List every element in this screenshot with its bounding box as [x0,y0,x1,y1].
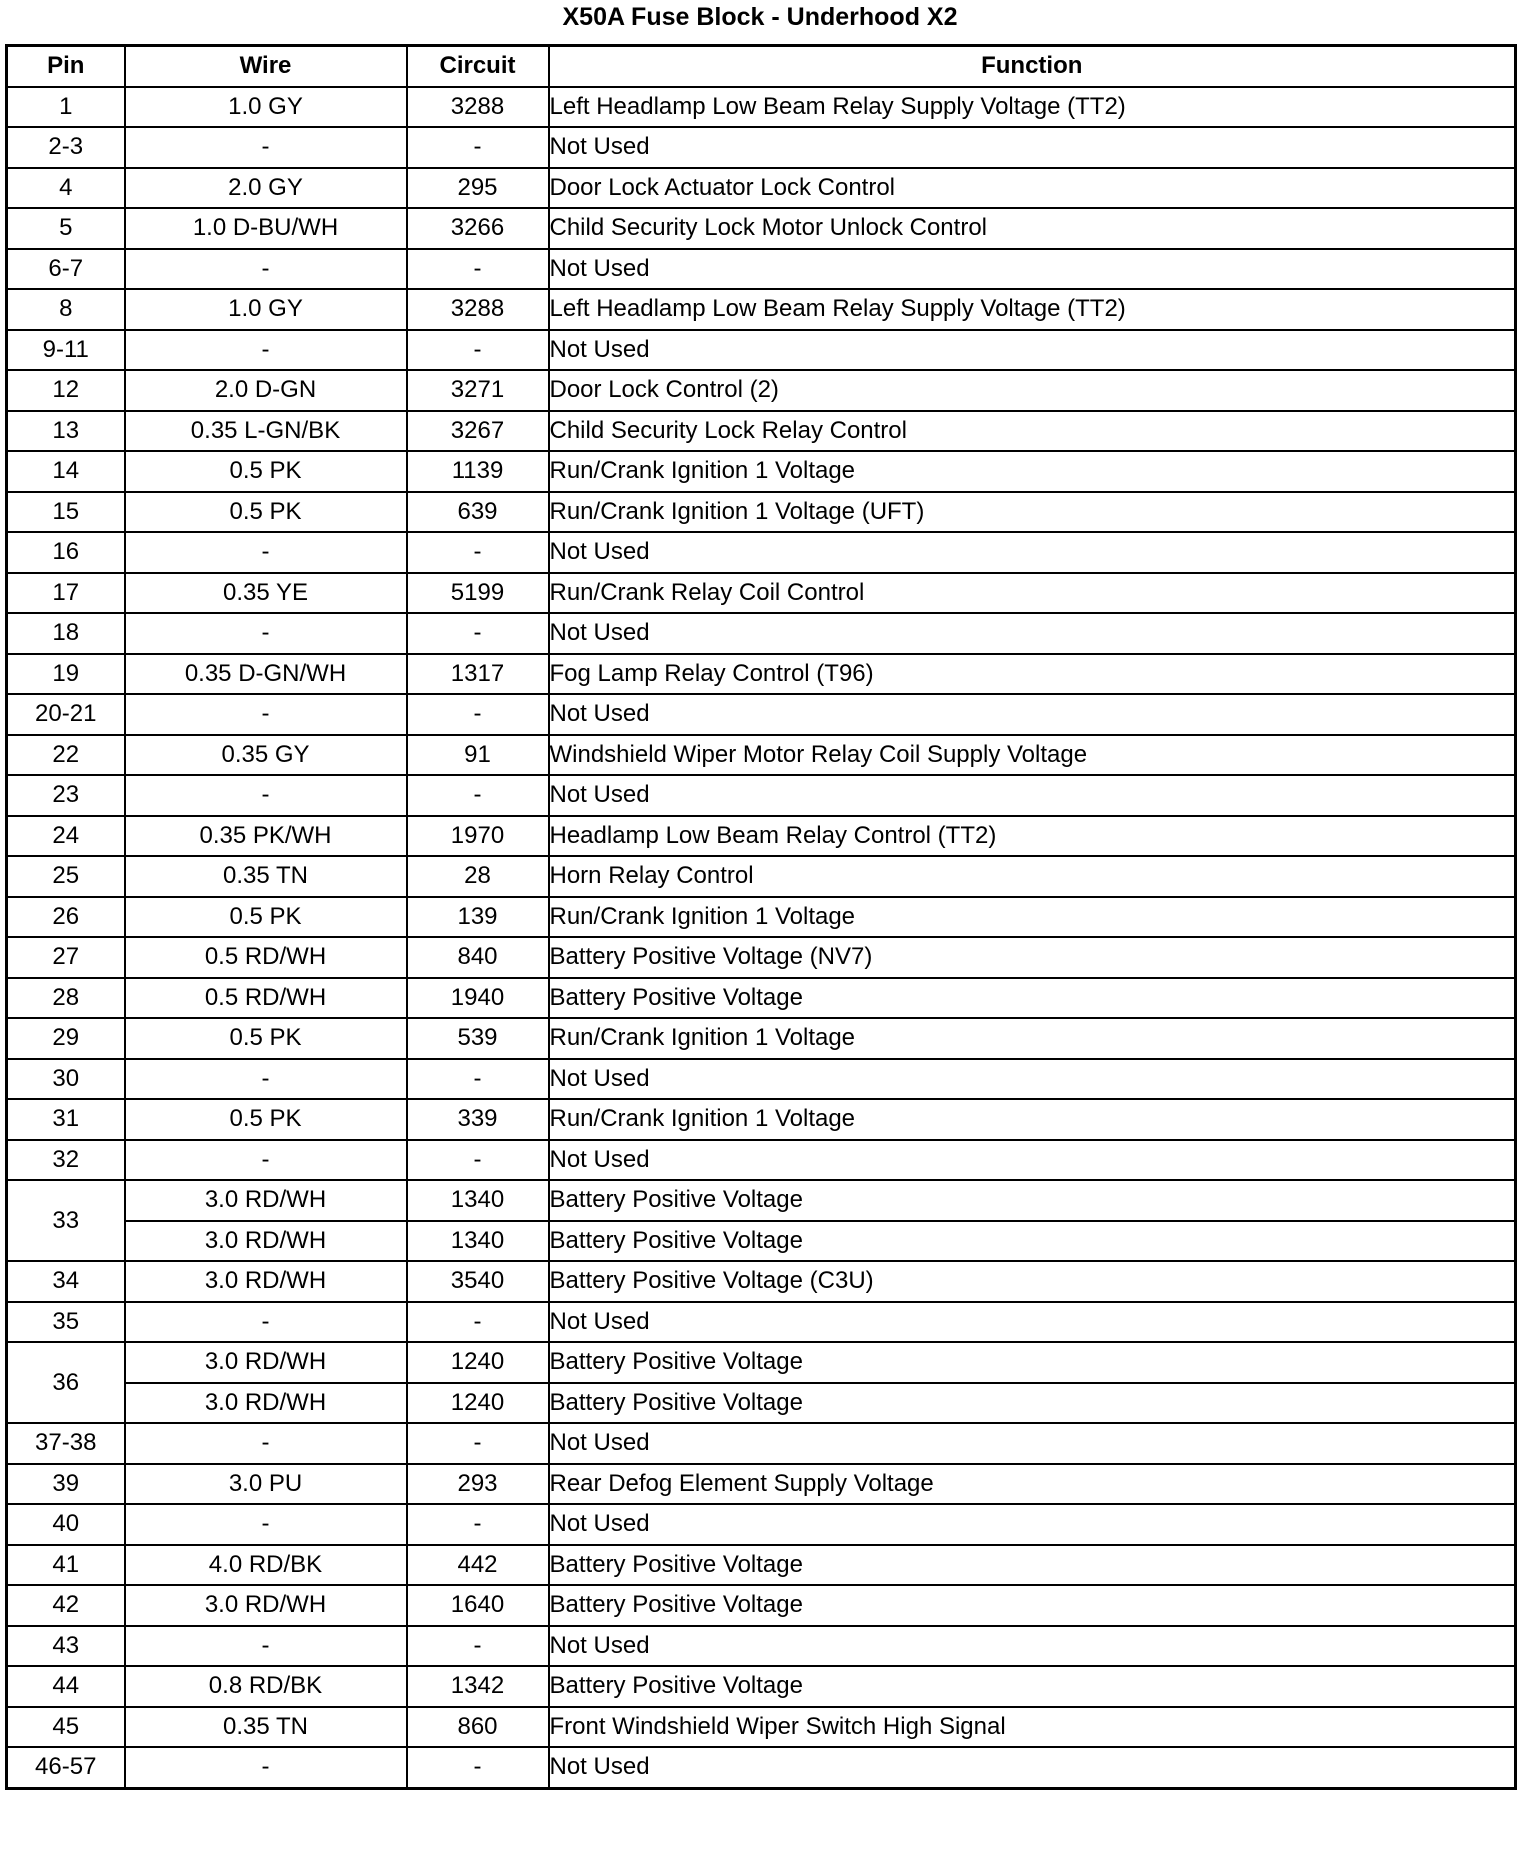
pin-cell: 41 [7,1545,125,1586]
pin-cell: 9-11 [7,330,125,371]
table-row [7,1626,1516,1667]
wire-cell: - [125,613,407,654]
circuit-cell: - [407,330,549,371]
circuit-cell: 860 [407,1707,549,1748]
wire-cell: - [125,1302,407,1343]
wire-cell: 0.35 L-GN/BK [125,411,407,452]
wire-cell: 1.0 GY [125,87,407,128]
wire-cell: 3.0 PU [125,1464,407,1505]
table-row [7,978,1516,1019]
pin-cell: 46-57 [7,1747,125,1788]
circuit-cell: 3288 [407,87,549,128]
table-row [7,1383,1516,1424]
wire-cell: 4.0 RD/BK [125,1545,407,1586]
function-cell: Not Used [549,249,1516,290]
wire-cell: 3.0 RD/WH [125,1221,407,1262]
pin-cell: 28 [7,978,125,1019]
function-cell: Run/Crank Ignition 1 Voltage [549,1099,1516,1140]
circuit-cell: 1340 [407,1180,549,1221]
function-cell: Not Used [549,1423,1516,1464]
pin-cell: 42 [7,1585,125,1626]
function-cell: Not Used [549,1140,1516,1181]
wire-cell: 1.0 D-BU/WH [125,208,407,249]
pin-cell: 44 [7,1666,125,1707]
circuit-cell: 91 [407,735,549,776]
circuit-cell: - [407,694,549,735]
function-cell: Battery Positive Voltage [549,1545,1516,1586]
pin-cell: 34 [7,1261,125,1302]
circuit-cell: 293 [407,1464,549,1505]
function-cell: Not Used [549,532,1516,573]
circuit-cell: - [407,1504,549,1545]
circuit-cell: - [407,1423,549,1464]
pin-cell: 14 [7,451,125,492]
function-cell: Battery Positive Voltage [549,978,1516,1019]
wire-cell: 3.0 RD/WH [125,1342,407,1383]
wire-cell: 0.5 RD/WH [125,937,407,978]
function-cell: Rear Defog Element Supply Voltage [549,1464,1516,1505]
wire-cell: 0.5 PK [125,1099,407,1140]
pin-cell: 19 [7,654,125,695]
table-row [7,694,1516,735]
function-cell: Not Used [549,1059,1516,1100]
circuit-cell: - [407,613,549,654]
function-cell: Child Security Lock Relay Control [549,411,1516,452]
pin-cell: 30 [7,1059,125,1100]
function-cell: Not Used [549,330,1516,371]
table-row [7,451,1516,492]
pin-cell: 1 [7,87,125,128]
pin-cell: 33 [7,1180,125,1261]
table-row [7,1140,1516,1181]
function-cell: Not Used [549,694,1516,735]
circuit-cell: 1240 [407,1383,549,1424]
table-row [7,897,1516,938]
header-wire: Wire [125,46,407,87]
function-cell: Door Lock Actuator Lock Control [549,168,1516,209]
table-row [7,1180,1516,1221]
pin-cell: 36 [7,1342,125,1423]
table-row [7,856,1516,897]
wire-cell: 0.35 D-GN/WH [125,654,407,695]
circuit-cell: 3271 [407,370,549,411]
table-row [7,1099,1516,1140]
pin-cell: 37-38 [7,1423,125,1464]
function-cell: Battery Positive Voltage [549,1221,1516,1262]
wire-cell: - [125,1140,407,1181]
circuit-cell: 3266 [407,208,549,249]
wire-cell: - [125,330,407,371]
function-cell: Windshield Wiper Motor Relay Coil Supply Voltage [549,735,1516,776]
function-cell: Battery Positive Voltage (NV7) [549,937,1516,978]
function-cell: Not Used [549,613,1516,654]
table-row [7,1423,1516,1464]
circuit-cell: 1640 [407,1585,549,1626]
pin-cell: 31 [7,1099,125,1140]
table-row [7,1666,1516,1707]
table-row [7,289,1516,330]
wire-cell: - [125,1626,407,1667]
table-row [7,1585,1516,1626]
header-pin: Pin [7,46,125,87]
wire-cell: 0.5 RD/WH [125,978,407,1019]
circuit-cell: - [407,775,549,816]
header-function: Function [549,46,1516,87]
function-cell: Horn Relay Control [549,856,1516,897]
circuit-cell: - [407,1626,549,1667]
function-cell: Not Used [549,775,1516,816]
circuit-cell: 1139 [407,451,549,492]
wire-cell: 1.0 GY [125,289,407,330]
pin-cell: 40 [7,1504,125,1545]
function-cell: Battery Positive Voltage [549,1180,1516,1221]
pin-cell: 18 [7,613,125,654]
circuit-cell: 1240 [407,1342,549,1383]
wire-cell: - [125,127,407,168]
table-row [7,1707,1516,1748]
pin-cell: 32 [7,1140,125,1181]
function-cell: Battery Positive Voltage [549,1342,1516,1383]
page-title: X50A Fuse Block - Underhood X2 [562,3,958,31]
pin-cell: 23 [7,775,125,816]
function-cell: Front Windshield Wiper Switch High Signal [549,1707,1516,1748]
wire-cell: 0.35 PK/WH [125,816,407,857]
circuit-cell: - [407,127,549,168]
table-row [7,168,1516,209]
pin-cell: 39 [7,1464,125,1505]
function-cell: Left Headlamp Low Beam Relay Supply Voltage (TT2) [549,289,1516,330]
pin-cell: 24 [7,816,125,857]
function-cell: Not Used [549,1302,1516,1343]
pin-cell: 35 [7,1302,125,1343]
table-row [7,87,1516,128]
pin-cell: 12 [7,370,125,411]
pin-cell: 2-3 [7,127,125,168]
wire-cell: - [125,249,407,290]
function-cell: Fog Lamp Relay Control (T96) [549,654,1516,695]
wire-cell: 0.5 PK [125,1018,407,1059]
header-circuit: Circuit [407,46,549,87]
table-row [7,613,1516,654]
circuit-cell: 442 [407,1545,549,1586]
table-row [7,249,1516,290]
pin-cell: 29 [7,1018,125,1059]
function-cell: Battery Positive Voltage (C3U) [549,1261,1516,1302]
table-row [7,775,1516,816]
pin-cell: 8 [7,289,125,330]
circuit-cell: 339 [407,1099,549,1140]
circuit-cell: 639 [407,492,549,533]
function-cell: Door Lock Control (2) [549,370,1516,411]
table-row [7,1261,1516,1302]
wire-cell: - [125,694,407,735]
table-row [7,492,1516,533]
wire-cell: 0.35 TN [125,1707,407,1748]
table-row [7,1545,1516,1586]
circuit-cell: - [407,1140,549,1181]
pin-cell: 25 [7,856,125,897]
pin-cell: 5 [7,208,125,249]
table-row [7,1504,1516,1545]
function-cell: Run/Crank Ignition 1 Voltage (UFT) [549,492,1516,533]
table-row [7,735,1516,776]
function-cell: Run/Crank Ignition 1 Voltage [549,1018,1516,1059]
table-row [7,532,1516,573]
pin-cell: 13 [7,411,125,452]
wire-cell: 0.35 GY [125,735,407,776]
wire-cell: 2.0 D-GN [125,370,407,411]
wire-cell: - [125,1504,407,1545]
table-row [7,127,1516,168]
table-row [7,1747,1516,1788]
circuit-cell: - [407,249,549,290]
table-row [7,573,1516,614]
wire-cell: 0.5 PK [125,492,407,533]
function-cell: Not Used [549,1504,1516,1545]
table-row [7,1221,1516,1262]
function-cell: Run/Crank Relay Coil Control [549,573,1516,614]
circuit-cell: 1970 [407,816,549,857]
function-cell: Headlamp Low Beam Relay Control (TT2) [549,816,1516,857]
pin-cell: 22 [7,735,125,776]
function-cell: Run/Crank Ignition 1 Voltage [549,451,1516,492]
table-row [7,1464,1516,1505]
circuit-cell: - [407,1747,549,1788]
wire-cell: 0.5 PK [125,897,407,938]
wire-cell: - [125,532,407,573]
circuit-cell: 295 [407,168,549,209]
function-cell: Left Headlamp Low Beam Relay Supply Voltage (TT2) [549,87,1516,128]
function-cell: Child Security Lock Motor Unlock Control [549,208,1516,249]
circuit-cell: - [407,1302,549,1343]
header-row [7,46,1516,87]
wire-cell: - [125,1423,407,1464]
function-cell: Not Used [549,1747,1516,1788]
table-row [7,411,1516,452]
pin-cell: 20-21 [7,694,125,735]
circuit-cell: 1340 [407,1221,549,1262]
pin-cell: 45 [7,1707,125,1748]
circuit-cell: 539 [407,1018,549,1059]
wire-cell: 3.0 RD/WH [125,1180,407,1221]
circuit-cell: 5199 [407,573,549,614]
function-cell: Battery Positive Voltage [549,1585,1516,1626]
wire-cell: - [125,1059,407,1100]
wire-cell: 0.8 RD/BK [125,1666,407,1707]
wire-cell: 3.0 RD/WH [125,1261,407,1302]
pin-cell: 6-7 [7,249,125,290]
wire-cell: - [125,1747,407,1788]
circuit-cell: 3288 [407,289,549,330]
circuit-cell: - [407,1059,549,1100]
pin-cell: 15 [7,492,125,533]
pin-cell: 17 [7,573,125,614]
pin-cell: 26 [7,897,125,938]
function-cell: Not Used [549,1626,1516,1667]
table-row [7,208,1516,249]
table-row [7,1018,1516,1059]
wire-cell: 3.0 RD/WH [125,1383,407,1424]
circuit-cell: 840 [407,937,549,978]
table-row [7,816,1516,857]
pin-rows [7,87,1516,1789]
pin-cell: 43 [7,1626,125,1667]
table-row [7,1059,1516,1100]
table-row [7,370,1516,411]
function-cell: Battery Positive Voltage [549,1666,1516,1707]
function-cell: Battery Positive Voltage [549,1383,1516,1424]
wire-cell: 3.0 RD/WH [125,1585,407,1626]
pin-cell: 16 [7,532,125,573]
wire-cell: 0.35 YE [125,573,407,614]
wire-cell: 0.35 TN [125,856,407,897]
wire-cell: 2.0 GY [125,168,407,209]
pinout-table [5,44,1517,1790]
function-cell: Not Used [549,127,1516,168]
pin-cell: 4 [7,168,125,209]
circuit-cell: 1342 [407,1666,549,1707]
circuit-cell: 3267 [407,411,549,452]
circuit-cell: - [407,532,549,573]
table-row [7,330,1516,371]
function-cell: Run/Crank Ignition 1 Voltage [549,897,1516,938]
wire-cell: 0.5 PK [125,451,407,492]
pin-cell: 27 [7,937,125,978]
circuit-cell: 1940 [407,978,549,1019]
circuit-cell: 3540 [407,1261,549,1302]
circuit-cell: 139 [407,897,549,938]
table-row [7,1302,1516,1343]
table-row [7,654,1516,695]
circuit-cell: 28 [407,856,549,897]
wire-cell: - [125,775,407,816]
table-row [7,937,1516,978]
circuit-cell: 1317 [407,654,549,695]
table-row [7,1342,1516,1383]
